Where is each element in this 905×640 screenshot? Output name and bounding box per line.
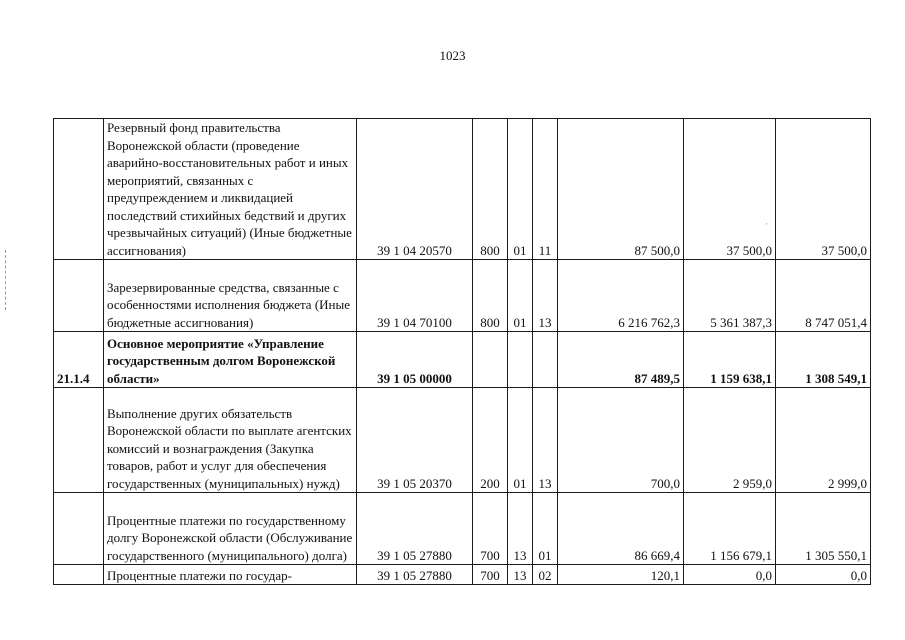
amount-year-2: 1 156 679,1 [684, 493, 776, 565]
target-code: 39 1 05 00000 [357, 332, 473, 388]
amount-year-2: 5 361 387,3 [684, 260, 776, 332]
subsection-code: 01 [533, 493, 558, 565]
section-code: 13 [508, 565, 533, 585]
row-number [54, 565, 104, 585]
row-description: Выполнение других обязательств Воронежской области по выплате агентских комиссий и вознаграждения (Закупка товаров, работ и услуг для обеспечения государственных (муниципальных) нужд) [104, 388, 357, 493]
amount-year-3: 0,0 [776, 565, 871, 585]
subsection-code: 11 [533, 119, 558, 260]
scan-edge-mark [5, 250, 7, 310]
expense-type: 200 [473, 388, 508, 493]
amount-year-2: 2 959,0 [684, 388, 776, 493]
amount-year-2-value: 37 500,0 [726, 242, 772, 258]
expense-type: 700 [473, 493, 508, 565]
target-code: 39 1 04 70100 [357, 260, 473, 332]
row-description: Зарезервированные средства, связанные с особенностями исполнения бюджета (Иные бюджетные ассигнования) [104, 260, 357, 332]
scan-speck: · [765, 218, 768, 229]
amount-year-1: 700,0 [558, 388, 684, 493]
table-row [54, 119, 871, 260]
amount-year-1: 6 216 762,3 [558, 260, 684, 332]
amount-year-2: 1 159 638,1 [684, 332, 776, 388]
row-number [54, 493, 104, 565]
amount-year-2: 0,0 [684, 565, 776, 585]
section-code: 01 [508, 119, 533, 260]
table-row [54, 388, 871, 493]
table-row [54, 260, 871, 332]
subsection-code: 13 [533, 388, 558, 493]
section-code: 01 [508, 260, 533, 332]
amount-year-3: 37 500,0 [776, 119, 871, 260]
row-number [54, 119, 104, 260]
target-code: 39 1 05 27880 [357, 565, 473, 585]
target-code: 39 1 05 27880 [357, 493, 473, 565]
row-number: 21.1.4 [54, 332, 104, 388]
amount-year-1: 87 489,5 [558, 332, 684, 388]
amount-year-3: 8 747 051,4 [776, 260, 871, 332]
section-code: 01 [508, 388, 533, 493]
subsection-code: 13 [533, 260, 558, 332]
expense-type: 800 [473, 260, 508, 332]
amount-year-2 [684, 119, 776, 260]
expense-type [473, 332, 508, 388]
amount-year-3: 2 999,0 [776, 388, 871, 493]
table-row [54, 565, 871, 585]
row-number [54, 388, 104, 493]
amount-year-1: 87 500,0 [558, 119, 684, 260]
expense-type: 800 [473, 119, 508, 260]
target-code: 39 1 04 20570 [357, 119, 473, 260]
amount-year-3: 1 305 550,1 [776, 493, 871, 565]
section-code: 13 [508, 493, 533, 565]
section-code [508, 332, 533, 388]
table-row-section [54, 332, 871, 388]
row-description: Резервный фонд правительства Воронежской области (проведение аварийно-восстановительных работ и иных мероприятий, связанных с предупреждением и ликвидацией последствий стихийных бедствий и других чрезвычайных ситуаций) (Иные бюджетные ассигнования) [104, 119, 357, 260]
amount-year-1: 86 669,4 [558, 493, 684, 565]
subsection-code [533, 332, 558, 388]
table-row [54, 493, 871, 565]
row-number [54, 260, 104, 332]
expense-type: 700 [473, 565, 508, 585]
subsection-code: 02 [533, 565, 558, 585]
page-number: 1023 [439, 48, 466, 63]
budget-table [53, 118, 871, 585]
row-description: Процентные платежи по государ- [104, 565, 357, 585]
amount-year-3: 1 308 549,1 [776, 332, 871, 388]
row-description: Основное мероприятие «Управление государственным долгом Воронежской области» [104, 332, 357, 388]
row-description: Процентные платежи по государственному долгу Воронежской области (Обслуживание государственного (муниципального) долга) [104, 493, 357, 565]
target-code: 39 1 05 20370 [357, 388, 473, 493]
amount-year-1: 120,1 [558, 565, 684, 585]
